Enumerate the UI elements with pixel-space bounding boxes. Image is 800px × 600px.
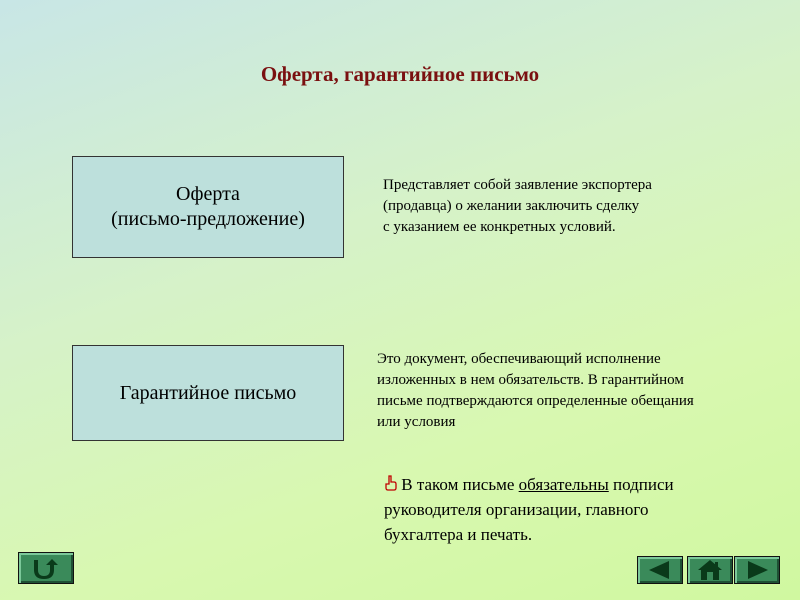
- note-line1-rest: подписи: [608, 475, 674, 494]
- return-arrow-icon: [31, 556, 61, 580]
- note-prefix: В таком письме: [401, 475, 519, 494]
- previous-slide-button[interactable]: [637, 556, 683, 584]
- pointing-hand-icon: [384, 475, 397, 491]
- guarantee-letter-box-label: Гарантийное письмо: [119, 381, 297, 404]
- note-line2: руководителя организации, главного: [384, 500, 649, 519]
- guarantee-letter-box: [72, 345, 344, 441]
- requirement-note: [384, 472, 674, 547]
- offer-description: Представляет собой заявление экспортера (продавца) о желании заключить сделку с указанием ее конкретных условий.: [383, 177, 652, 235]
- slide-title: Оферта, гарантийное письмо: [260, 62, 540, 86]
- note-line3: бухгалтера и печать.: [384, 525, 533, 544]
- next-slide-button[interactable]: [734, 556, 780, 584]
- home-button[interactable]: [687, 556, 733, 584]
- offer-box-title: Оферта: [176, 183, 240, 205]
- house-icon: [697, 559, 723, 581]
- guarantee-letter-description: Это документ, обеспечивающий исполнение изложенных в нем обязательств. В гарантийном письме подтверждаются определенные обещания или условия: [377, 351, 694, 430]
- offer-box-subtitle: (письмо-предложение): [111, 208, 305, 230]
- note-emphasis: обязательны: [518, 475, 609, 494]
- right-triangle-icon: [742, 559, 772, 581]
- left-triangle-icon: [645, 559, 675, 581]
- return-button[interactable]: [18, 552, 74, 584]
- offer-box: [72, 156, 344, 258]
